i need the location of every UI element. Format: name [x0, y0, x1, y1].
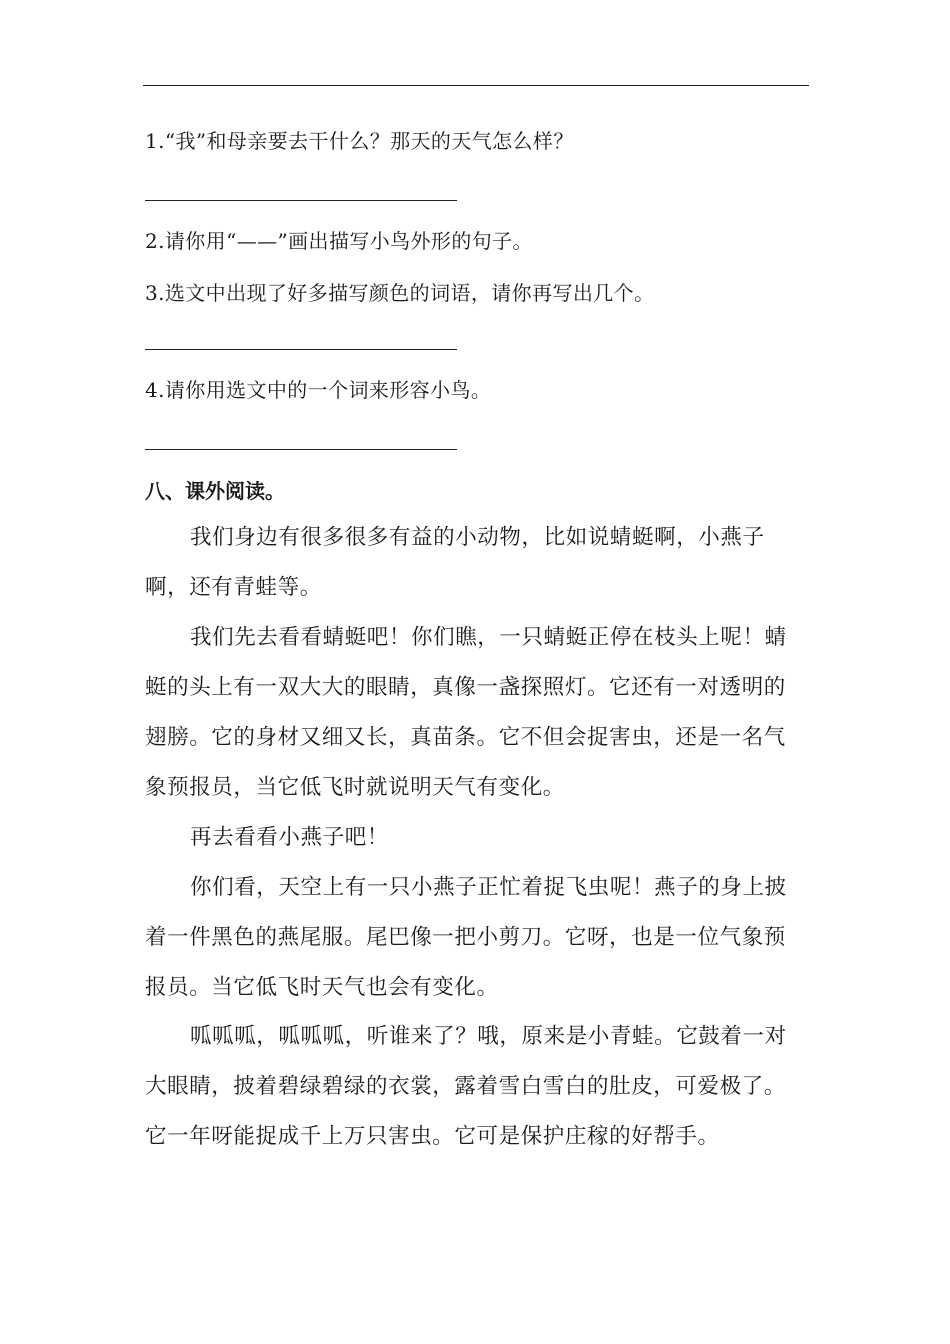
passage-line: 呱呱呱，呱呱呱，听谁来了？哦，原来是小青蛙。它鼓着一对 — [190, 1024, 787, 1049]
passage-line: 我们身边有很多很多有益的小动物，比如说蜻蜓啊，小燕子 — [190, 525, 765, 550]
passage-line: 再去看看小燕子吧！ — [190, 825, 389, 850]
question-2: 2.请你用“——”画出描写小鸟外形的句子。 — [145, 229, 533, 253]
passage-line: 它一年呀能捉成千上万只害虫。它可是保护庄稼的好帮手。 — [145, 1124, 720, 1149]
passage-line: 大眼睛，披着碧绿碧绿的衣裳，露着雪白雪白的肚皮，可爱极了。 — [145, 1074, 786, 1099]
passage-line: 报员。当它低飞时天气也会有变化。 — [145, 975, 499, 1000]
passage-line: 我们先去看看蜻蜓吧！你们瞧，一只蜻蜓正停在枝头上呢！蜻 — [190, 625, 787, 650]
answer-line-1[interactable] — [145, 200, 457, 201]
section-heading: 八、课外阅读。 — [145, 479, 285, 503]
passage-line: 翅膀。它的身材又细又长，真苗条。它不但会捉害虫，还是一名气 — [145, 725, 786, 750]
question-1: 1.“我”和母亲要去干什么？那天的天气怎么样？ — [145, 129, 574, 153]
question-3: 3.选文中出现了好多描写颜色的词语，请你再写出几个。 — [145, 281, 655, 305]
passage-line: 着一件黑色的燕尾服。尾巴像一把小剪刀。它呀，也是一位气象预 — [145, 925, 786, 950]
passage-line: 象预报员，当它低飞时就说明天气有变化。 — [145, 775, 565, 800]
answer-line-4[interactable] — [145, 449, 457, 450]
passage-line: 啊，还有青蛙等。 — [145, 575, 322, 600]
header-rule — [143, 85, 809, 86]
passage-line: 蜓的头上有一双大大的眼睛，真像一盏探照灯。它还有一对透明的 — [145, 675, 786, 700]
passage-line: 你们看，天空上有一只小燕子正忙着捉飞虫呢！燕子的身上披 — [190, 875, 787, 900]
question-4: 4.请你用选文中的一个词来形容小鸟。 — [145, 378, 492, 402]
answer-line-3[interactable] — [145, 349, 457, 350]
